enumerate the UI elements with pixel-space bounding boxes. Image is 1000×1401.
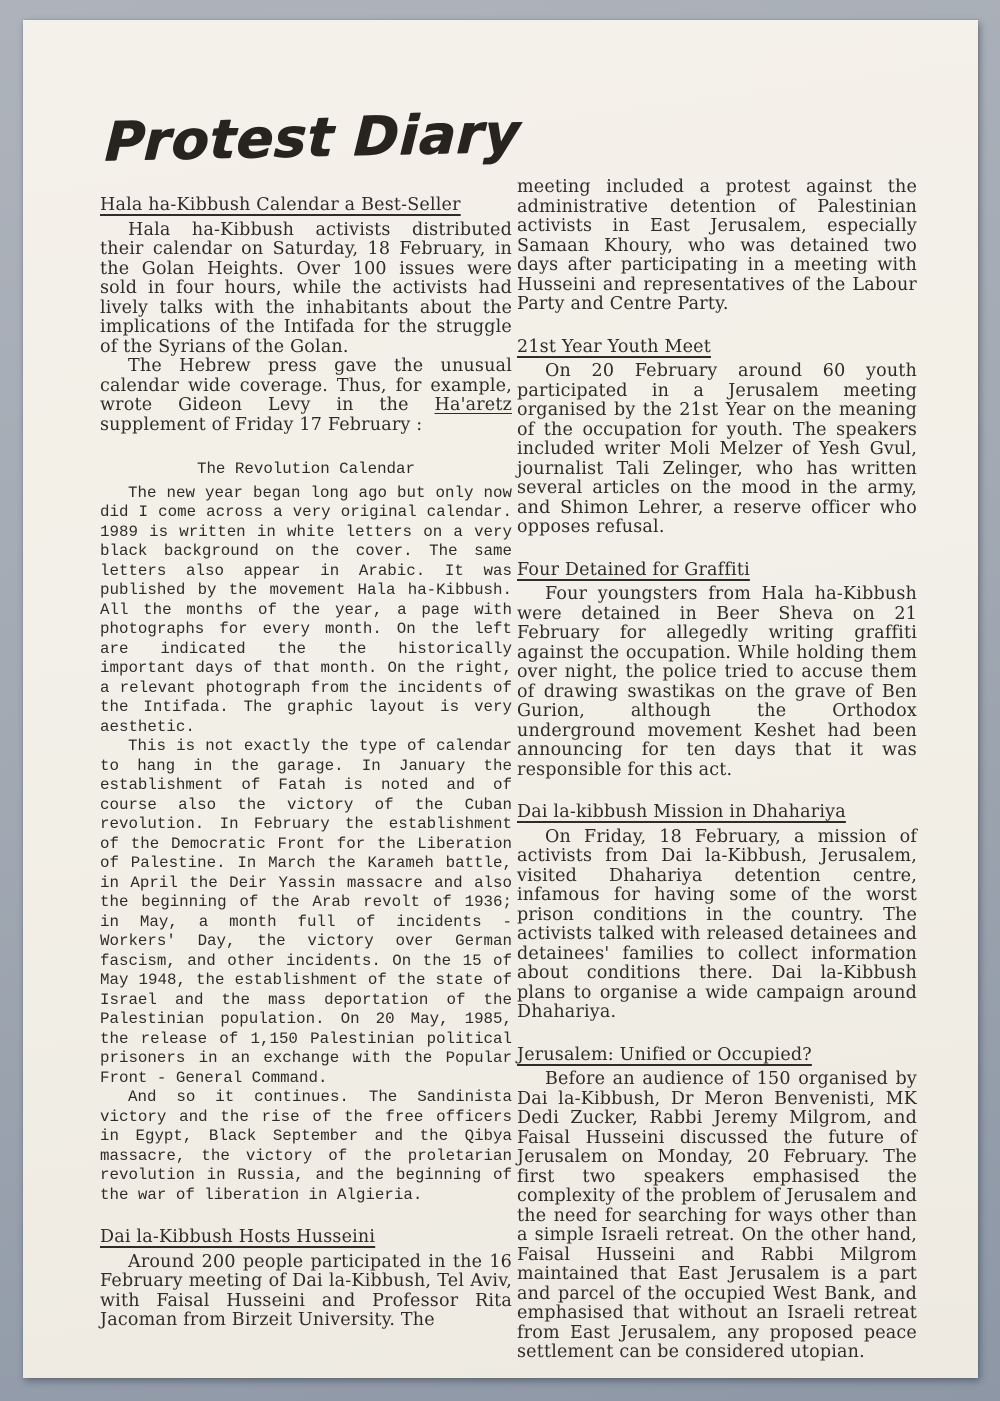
newsletter-page <box>23 20 978 1378</box>
right-column <box>517 178 917 1363</box>
paragraph-text: supplement of Friday 17 February : <box>100 414 423 435</box>
article-heading-hosts-husseini: Dai la-Kibbush Hosts Husseini <box>100 1227 376 1247</box>
paragraph-text: The Hebrew press gave the unusual calendar wide coverage. Thus, for example, wrote Gideon Levy in the <box>100 356 512 415</box>
article-paragraph: Hala ha-Kibbush activists distributed their calendar on Saturday, 18 February, in the Golan Heights. Over 100 issues were sold in four hours, while the activists had lively talks with the inhabitants about the implications of the Intifada for the struggle of the Syrians of the Golan. <box>100 219 512 357</box>
quote-paragraph: And so it continues. The Sandinista victory and the rise of the free officers in Egypt, Black September and the Qibya massacre, the victory of the proletarian revolution in Russia, and the beginning of the war of liberation in Algieria. <box>100 1088 512 1204</box>
article-heading-four-detained: Four Detained for Graffiti <box>517 559 750 580</box>
page-title: Protest Diary <box>103 101 522 174</box>
article-paragraph: Before an audience of 150 organised by Dai la-Kibbush, Dr Meron Benvenisti, MK Dedi Zucker, Rabbi Jeremy Milgrom, and Faisal Husseini discussed the future of Jerusalem on Monday, 20 February. The first two speakers emphasised the complexity of the problem of Jerusalem and the need for searching for ways other than a simple Israeli retreat. On the other hand, Faisal Husseini and Rabbi Milgrom maintained that East Jerusalem is a part and parcel of the occupied West Bank, and emphasised that without an Israeli retreat from East Jerusalem, any proposed peace settlement can be considered utopian. <box>517 1069 917 1362</box>
underlined-publication-name: Ha'aretz <box>434 395 512 415</box>
article-heading-dhahariya-mission: Dai la-kibbush Mission in Dhahariya <box>517 802 846 822</box>
article-paragraph: On Friday, 18 February, a mission of activists from Dai la-Kibbush, Jerusalem, visited Dhahariya detention centre, infamous for having some of the worst prison conditions in the country. The activists talked with released detainees and detainees' families to collect information about conditions there. Dai la-Kibbush plans to organise a wide campaign around Dhahariya. <box>517 826 917 1022</box>
article-paragraph: On 20 February around 60 youth participated in a Jerusalem meeting organised by the 21st Year on the meaning of the occupation for youth. The speakers included writer Moli Melzer of Yesh Gvul, journalist Tali Zelinger, who has written several articles on the mood in the army, and Shimon Lehrer, a reserve officer who opposes refusal. <box>517 361 917 537</box>
article-heading-calendar-bestseller: Hala ha-Kibbush Calendar a Best-Seller <box>100 195 461 215</box>
left-column <box>100 196 512 1331</box>
article-heading-jerusalem-unified: Jerusalem: Unified or Occupied? <box>517 1044 812 1065</box>
article-paragraph: Four youngsters from Hala ha-Kibbush were detained in Beer Sheva on 21 February for allegedly writing graffiti against the occupation. While holding them over night, the police tried to accuse them of drawing swastikas on the grave of Ben Gurion, although the Orthodox underground movement Keshet had been announcing for ten days that it was responsible for this act. <box>517 584 917 780</box>
quote-paragraph: The new year began long ago but only now did I come across a very original calendar. 1989 is written in white letters on a very black background on the cover. The same letters also appear in Arabic. It was published by the movement Hala ha-Kibbush. All the months of the year, a page with photographs for every month. On the left are indicated the the historically important days of that month. On the right, a relevant photograph from the incidents of the Intifada. The graphic layout is very aesthetic. <box>100 483 512 736</box>
quote-paragraph: This is not exactly the type of calendar to hang in the garage. In January the establishment of Fatah is noted and of course also the victory of the Cuban revolution. In February the establishment of the Democratic Front for the Liberation of Palestine. In March the Karameh battle, in April the Deir Yassin massacre and also the beginning of the Arab revolt of 1936; in May, a month full of incidents - Workers' Day, the victory over German fascism, and other incidents. On the 15 of May 1948, the establishment of the state of Israel and the mass deportation of the Palestinian population. On 20 May, 1985, the release of 1,150 Palestinian political prisoners in an exchange with the Popular Front - General Command. <box>100 737 512 1087</box>
article-paragraph <box>100 357 512 435</box>
article-paragraph: Around 200 people participated in the 16 February meeting of Dai la-Kibbush, Tel Aviv, with Faisal Husseini and Professor Rita Jacoman from Birzeit University. The <box>100 1251 512 1330</box>
continuation-paragraph: meeting included a protest against the administrative detention of Palestinian activists in East Jerusalem, especially Samaan Khoury, who was detained two days after participating in a meeting with Husseini and representatives of the Labour Party and Centre Party. <box>517 177 917 314</box>
article-heading-21st-year: 21st Year Youth Meet <box>517 336 711 357</box>
quote-subheading: The Revolution Calendar <box>196 460 416 478</box>
